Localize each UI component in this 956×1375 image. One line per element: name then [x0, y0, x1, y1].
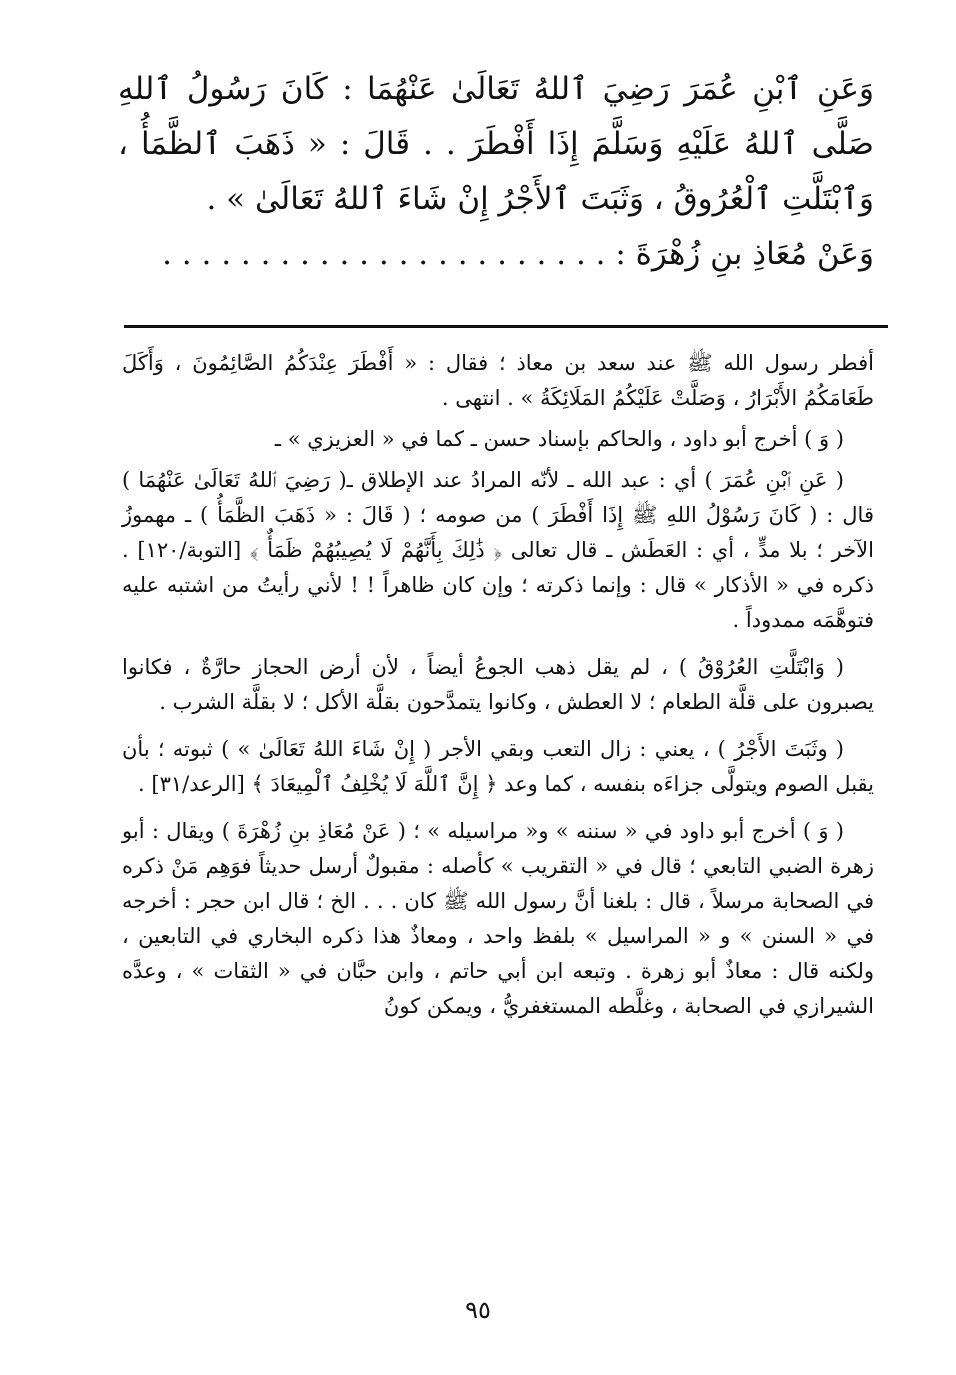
- page-number: ٩٥: [465, 1296, 491, 1324]
- commentary-paragraph: ( عَنِ ٱبْنِ عُمَرَ ) أي : عبد الله ـ لأنّه المرادُ عند الإطلاق ـ( رَضِيَ ٱللهُ تَعَالَىٰ عَنْهُمَا ) قال : ( كَانَ رَسُوْلُ اللهِ ﷺ إِذَا أَفْطَرَ ) من صومه ؛ ( قَالَ : « ذَهَبَ الظَّمَأُ ) ـ مهموزُ الآخر ؛ بلا مدٍّ ، أي : العَطَش ـ قال تعالى ﴿ ذَٰلِكَ بِأَنَّهُمْ لَا يُصِيبُهُمْ ظَمَأٌ ﴾ [التوبة/١٢٠] . ذكره في « الأذكار » قال : وإنما ذكرته ؛ وإن كان ظاهراً ! ! لأني رأيتُ من اشتبه عليه فتوهَّمَه ممدوداً .: [122, 468, 874, 632]
- hadith-text: وَعَنِ ٱبْنِ عُمَرَ رَضِيَ ٱللهُ تَعَالَىٰ عَنْهُمَا : كَانَ رَسُولُ ٱللهِ صَلَّى ٱللهُ عَلَيْهِ وَسَلَّمَ إِذَا أَفْطَرَ . . قَالَ : « ذَهَبَ ٱلظَّمَأُ ، وَٱبْتَلَّتِ ٱلْعُرُوقُ ، وَثَبَتَ ٱلأَجْرُ إِنْ شَاءَ ٱللهُ تَعَالَىٰ » .: [118, 71, 874, 217]
- commentary-paragraph: ( وَ ) أخرج أبو داود ، والحاكم بإسناد حسن ـ كما في « العزيزي » ـ: [274, 427, 844, 451]
- commentary-paragraph: ( وَ ) أخرج أبو داود في « سننه » و« مراسيله » ؛ ( عَنْ مُعَاذِ بنِ زُهْرَةَ ) ويقال : أبو زهرة الضبي التابعي ؛ قال في « التقريب » كأصله : مقبولٌ أرسل حديثاً فوَهِم مَنْ ذكره في الصحابة مرسلاً ، قال : بلغنا أنَّ رسول الله ﷺ كان . . . الخ ؛ قال ابن حجر : أخرجه في « السنن » و « المراسيل » بلفظ واحد ، ومعاذٌ هذا ذكره البخاري في التابعين ، ولكنه قال : معاذٌ أبو زهرة . وتبعه ابن أبي حاتم ، وابن حبَّان في « الثقات » ، وعدَّه الشيرازي في الصحابة ، وغلَّطه المستغفريُّ ، ويمكن كونُ: [122, 819, 874, 1018]
- footnote-divider: [124, 325, 888, 328]
- commentary-paragraph: ( وَابْتَلَّتِ العُرُوْقُ ) ، لم يقل ذهب الجوعُ أيضاً ، لأن أرض الحجاز حارَّةٌ ، فكانوا يصبرون على قلَّة الطعام ؛ لا العطش ، وكانوا يتمدَّحون بقلَّة الأكل ؛ لا بقلَّة الشرب .: [122, 655, 874, 714]
- next-hadith-heading: وَعَنْ مُعَاذِ بنِ زُهْرَةَ : . . . . . . . . . . . . . . . . . . . . . . .: [162, 236, 874, 272]
- commentary-paragraph: أفطر رسول الله ﷺ عند سعد بن معاذ ؛ فقال : « أَفْطَرَ عِنْدَكُمُ الصَّائِمُونَ ، وَأَكَلَ طَعَامَكُمُ الأَبْرَارُ ، وَصَلَّتْ عَلَيْكُمُ المَلَائِكَةُ » . انتهى .: [122, 351, 874, 410]
- commentary: [122, 346, 874, 1036]
- commentary-paragraph: ( وثَبَتَ الأَجْرُ ) ، يعني : زال التعب وبقي الأجر ( إِنْ شَاءَ اللهُ تَعَالَىٰ » ) ثبوته ؛ بأن يقبل الصوم ويتولَّى جزاءَه بنفسه ، كما وعد ﴿ إِنَّ ٱللَّهَ لَا يُخْلِفُ ٱلْمِيعَادَ ﴾ [الرعد/٣١] .: [122, 737, 874, 796]
- main-text: [118, 62, 874, 282]
